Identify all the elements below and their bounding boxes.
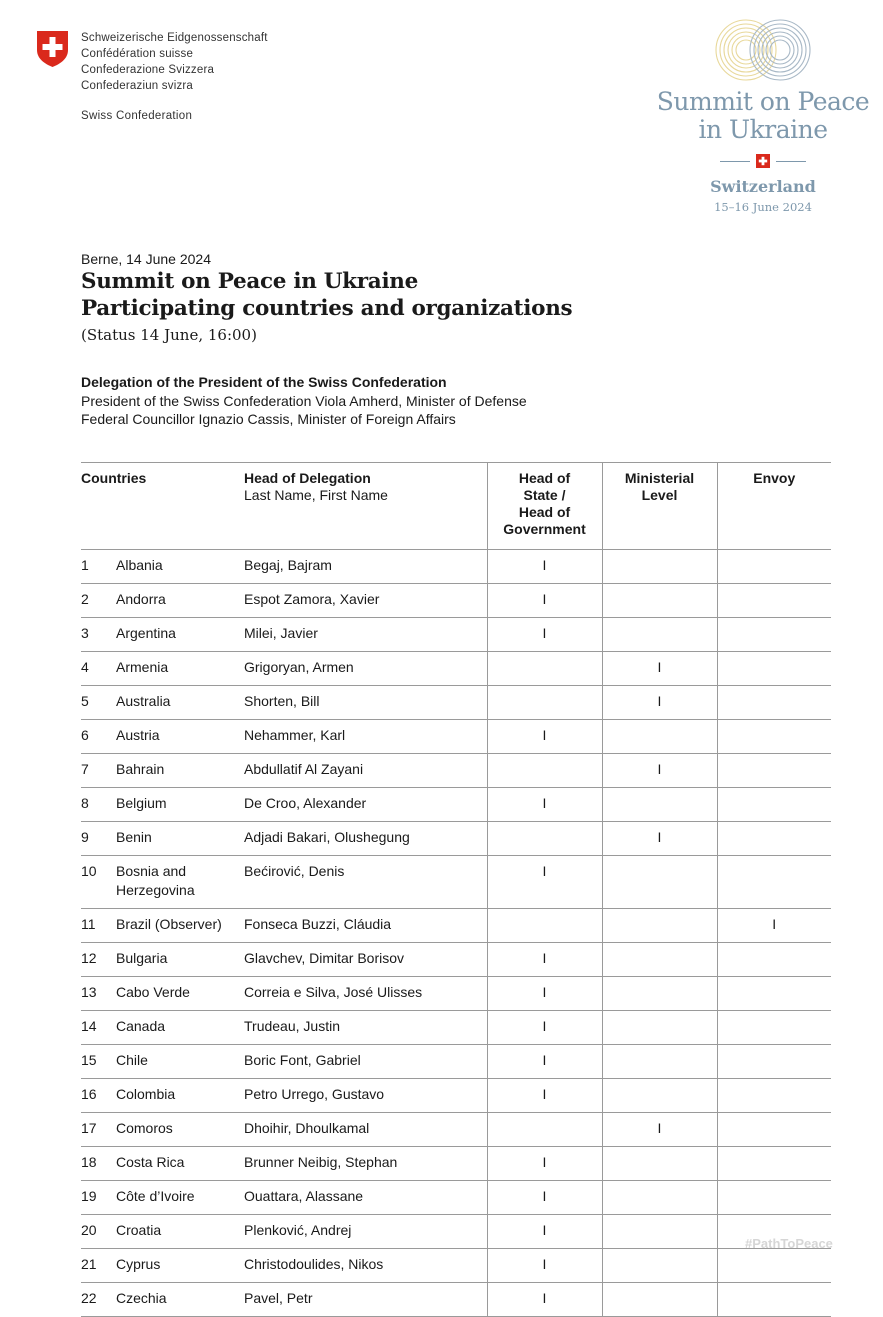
summit-logo: [650, 14, 876, 219]
row-ministerial-mark: [602, 1283, 717, 1317]
row-head-of-state-mark: I: [487, 1011, 602, 1045]
row-envoy-mark: [717, 788, 831, 822]
row-country: Bosnia and Herzegovina: [116, 856, 244, 909]
row-envoy-mark: I: [717, 909, 831, 943]
row-head-of-state-mark: [487, 909, 602, 943]
row-number: 19: [81, 1181, 116, 1215]
row-head-of-state-mark: I: [487, 788, 602, 822]
row-envoy-mark: [717, 584, 831, 618]
row-ministerial-mark: [602, 1079, 717, 1113]
row-country: Brazil (Observer): [116, 909, 244, 943]
row-envoy-mark: [717, 943, 831, 977]
row-head-of-delegation: Ouattara, Alassane: [244, 1181, 487, 1215]
col-header-head-of-state: Head of State / Head of Government: [487, 463, 602, 550]
table-row: [81, 1215, 831, 1249]
row-ministerial-mark: [602, 550, 717, 584]
row-number: 8: [81, 788, 116, 822]
summit-dates: 15–16 June 2024: [714, 200, 812, 214]
table-row: [81, 720, 831, 754]
row-number: 10: [81, 856, 116, 909]
row-country: Bahrain: [116, 754, 244, 788]
confederation-english: Swiss Confederation: [81, 110, 193, 122]
table-row: [81, 909, 831, 943]
table-row: [81, 652, 831, 686]
table-row: [81, 1249, 831, 1283]
status-note: (Status 14 June, 16:00): [81, 326, 257, 344]
delegation-heading: Delegation of the President of the Swiss Confederation: [81, 374, 447, 390]
table-row: [81, 550, 831, 584]
row-ministerial-mark: [602, 943, 717, 977]
row-ministerial-mark: [602, 856, 717, 909]
row-head-of-delegation: Correia e Silva, José Ulisses: [244, 977, 487, 1011]
row-number: 14: [81, 1011, 116, 1045]
table-row: [81, 788, 831, 822]
table-header-row: [81, 463, 831, 550]
row-number: 4: [81, 652, 116, 686]
flag-divider: [720, 154, 806, 168]
summit-logo-title: [650, 88, 876, 144]
row-head-of-delegation: Nehammer, Karl: [244, 720, 487, 754]
row-head-of-state-mark: [487, 652, 602, 686]
row-country: Andorra: [116, 584, 244, 618]
row-envoy-mark: [717, 652, 831, 686]
row-ministerial-mark: I: [602, 686, 717, 720]
row-country: Austria: [116, 720, 244, 754]
path-to-peace-watermark: #PathToPeace: [745, 1236, 833, 1251]
row-number: 7: [81, 754, 116, 788]
participants-table: [81, 462, 831, 1317]
row-number: 18: [81, 1147, 116, 1181]
table-row: [81, 1045, 831, 1079]
row-ministerial-mark: I: [602, 822, 717, 856]
row-head-of-delegation: Brunner Neibig, Stephan: [244, 1147, 487, 1181]
row-head-of-delegation: Milei, Javier: [244, 618, 487, 652]
row-ministerial-mark: I: [602, 1113, 717, 1147]
row-number: 2: [81, 584, 116, 618]
row-ministerial-mark: [602, 977, 717, 1011]
row-country: Albania: [116, 550, 244, 584]
row-head-of-delegation: Dhoihir, Dhoulkamal: [244, 1113, 487, 1147]
col-header-countries: Countries: [81, 463, 244, 550]
conf-line-rm: Confederaziun svizra: [81, 80, 194, 92]
row-head-of-delegation: De Croo, Alexander: [244, 788, 487, 822]
row-number: 13: [81, 977, 116, 1011]
table-row: [81, 1011, 831, 1045]
table-row: [81, 1147, 831, 1181]
row-ministerial-mark: [602, 1147, 717, 1181]
row-head-of-delegation: Petro Urrego, Gustavo: [244, 1079, 487, 1113]
table-row: [81, 943, 831, 977]
row-head-of-state-mark: I: [487, 1147, 602, 1181]
table-row: [81, 1079, 831, 1113]
row-head-of-delegation: Trudeau, Justin: [244, 1011, 487, 1045]
row-envoy-mark: [717, 822, 831, 856]
row-country: Croatia: [116, 1215, 244, 1249]
row-head-of-delegation: Espot Zamora, Xavier: [244, 584, 487, 618]
row-ministerial-mark: [602, 720, 717, 754]
row-envoy-mark: [717, 1283, 831, 1317]
row-country: Armenia: [116, 652, 244, 686]
row-envoy-mark: [717, 686, 831, 720]
row-head-of-state-mark: I: [487, 618, 602, 652]
table-row: [81, 1113, 831, 1147]
summit-country: Switzerland: [710, 177, 816, 196]
row-number: 1: [81, 550, 116, 584]
row-ministerial-mark: I: [602, 754, 717, 788]
row-number: 16: [81, 1079, 116, 1113]
row-envoy-mark: [717, 1147, 831, 1181]
conf-line-it: Confederazione Svizzera: [81, 64, 215, 76]
table-row: [81, 856, 831, 909]
row-head-of-delegation: Grigoryan, Armen: [244, 652, 487, 686]
row-ministerial-mark: [602, 1011, 717, 1045]
table-row: [81, 1181, 831, 1215]
row-number: 15: [81, 1045, 116, 1079]
swiss-flag-icon: [756, 154, 770, 168]
place-date: Berne, 14 June 2024: [81, 251, 211, 267]
interlocking-rings-icon: [714, 18, 814, 82]
row-head-of-state-mark: I: [487, 1181, 602, 1215]
row-envoy-mark: [717, 856, 831, 909]
row-country: Colombia: [116, 1079, 244, 1113]
confederation-names: [81, 30, 301, 94]
row-number: 17: [81, 1113, 116, 1147]
row-head-of-state-mark: I: [487, 943, 602, 977]
row-head-of-state-mark: I: [487, 584, 602, 618]
row-head-of-state-mark: [487, 686, 602, 720]
delegation-line-councillor: Federal Councillor Ignazio Cassis, Minister of Foreign Affairs: [81, 411, 456, 427]
row-head-of-delegation: Shorten, Bill: [244, 686, 487, 720]
row-ministerial-mark: [602, 788, 717, 822]
row-head-of-delegation: Fonseca Buzzi, Cláudia: [244, 909, 487, 943]
row-envoy-mark: [717, 618, 831, 652]
row-country: Argentina: [116, 618, 244, 652]
table-row: [81, 754, 831, 788]
row-country: Costa Rica: [116, 1147, 244, 1181]
row-ministerial-mark: [602, 1215, 717, 1249]
swiss-coat-of-arms-icon: [36, 30, 69, 68]
row-country: Belgium: [116, 788, 244, 822]
row-number: 22: [81, 1283, 116, 1317]
conf-line-fr: Confédération suisse: [81, 48, 194, 60]
row-country: Chile: [116, 1045, 244, 1079]
row-ministerial-mark: I: [602, 652, 717, 686]
row-country: Czechia: [116, 1283, 244, 1317]
row-head-of-delegation: Abdullatif Al Zayani: [244, 754, 487, 788]
row-number: 11: [81, 909, 116, 943]
row-ministerial-mark: [602, 1249, 717, 1283]
row-head-of-state-mark: I: [487, 1079, 602, 1113]
row-head-of-state-mark: [487, 754, 602, 788]
row-ministerial-mark: [602, 1045, 717, 1079]
row-number: 6: [81, 720, 116, 754]
col-header-head-of-delegation: Head of Delegation Last Name, First Name: [244, 463, 487, 550]
row-envoy-mark: [717, 1079, 831, 1113]
row-head-of-delegation: Pavel, Petr: [244, 1283, 487, 1317]
delegation-line-president: President of the Swiss Confederation Viola Amherd, Minister of Defense: [81, 393, 527, 409]
col-header-head-sub: Last Name, First Name: [244, 487, 388, 503]
row-number: 20: [81, 1215, 116, 1249]
row-head-of-delegation: Begaj, Bajram: [244, 550, 487, 584]
document-title: [81, 268, 841, 322]
row-head-of-delegation: Plenković, Andrej: [244, 1215, 487, 1249]
table-row: [81, 618, 831, 652]
row-head-of-state-mark: I: [487, 1215, 602, 1249]
row-envoy-mark: [717, 754, 831, 788]
row-head-of-delegation: Christodoulides, Nikos: [244, 1249, 487, 1283]
row-number: 5: [81, 686, 116, 720]
title-line1: Summit on Peace in Ukraine: [81, 269, 419, 294]
row-country: Cyprus: [116, 1249, 244, 1283]
row-envoy-mark: [717, 1045, 831, 1079]
row-ministerial-mark: [602, 584, 717, 618]
row-envoy-mark: [717, 977, 831, 1011]
row-head-of-delegation: Boric Font, Gabriel: [244, 1045, 487, 1079]
table-row: [81, 1283, 831, 1317]
row-envoy-mark: [717, 1249, 831, 1283]
row-ministerial-mark: [602, 618, 717, 652]
row-envoy-mark: [717, 550, 831, 584]
table-row: [81, 822, 831, 856]
row-country: Bulgaria: [116, 943, 244, 977]
row-head-of-state-mark: I: [487, 1045, 602, 1079]
row-envoy-mark: [717, 1113, 831, 1147]
title-line2: Participating countries and organizations: [81, 296, 573, 321]
col-header-ministerial: Ministerial Level: [602, 463, 717, 550]
row-head-of-state-mark: I: [487, 1249, 602, 1283]
row-envoy-mark: [717, 1181, 831, 1215]
row-ministerial-mark: [602, 1181, 717, 1215]
row-number: 3: [81, 618, 116, 652]
row-country: Australia: [116, 686, 244, 720]
row-number: 21: [81, 1249, 116, 1283]
row-country: Benin: [116, 822, 244, 856]
summit-title-line2: in Ukraine: [698, 115, 828, 144]
row-country: Cabo Verde: [116, 977, 244, 1011]
row-country: Canada: [116, 1011, 244, 1045]
row-head-of-delegation: Adjadi Bakari, Olushegung: [244, 822, 487, 856]
row-head-of-delegation: Glavchev, Dimitar Borisov: [244, 943, 487, 977]
row-head-of-delegation: Bećirović, Denis: [244, 856, 487, 909]
conf-line-de: Schweizerische Eidgenossenschaft: [81, 32, 268, 44]
row-head-of-state-mark: [487, 1113, 602, 1147]
row-head-of-state-mark: [487, 822, 602, 856]
row-number: 9: [81, 822, 116, 856]
col-header-envoy: Envoy: [717, 463, 831, 550]
summit-title-line1: Summit on Peace: [656, 87, 870, 116]
row-head-of-state-mark: I: [487, 1283, 602, 1317]
row-envoy-mark: [717, 1011, 831, 1045]
row-head-of-state-mark: I: [487, 720, 602, 754]
row-country: Comoros: [116, 1113, 244, 1147]
row-envoy-mark: [717, 720, 831, 754]
row-country: Côte d’Ivoire: [116, 1181, 244, 1215]
row-ministerial-mark: [602, 909, 717, 943]
row-head-of-state-mark: I: [487, 856, 602, 909]
row-number: 12: [81, 943, 116, 977]
table-row: [81, 686, 831, 720]
table-row: [81, 977, 831, 1011]
row-head-of-state-mark: I: [487, 977, 602, 1011]
table-row: [81, 584, 831, 618]
row-head-of-state-mark: I: [487, 550, 602, 584]
